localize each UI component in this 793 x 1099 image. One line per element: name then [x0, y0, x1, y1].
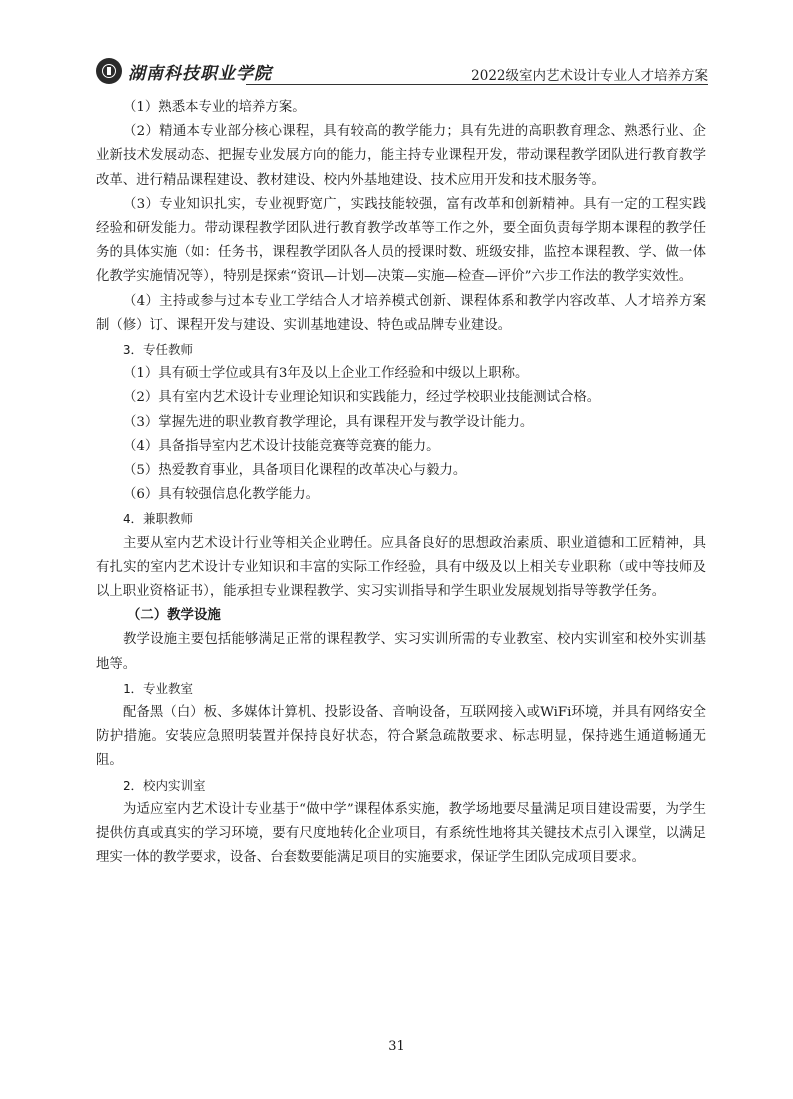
paragraph: （4）具备指导室内艺术设计技能竞赛等竞赛的能力。	[123, 438, 440, 454]
header-rule	[246, 84, 708, 85]
paragraph: （6）具有较强信息化教学能力。	[123, 487, 319, 503]
school-name: 湖南科技职业学院	[128, 63, 272, 84]
paragraph: （1）熟悉本专业的培养方案。	[123, 100, 306, 115]
school-logo	[96, 58, 272, 84]
school-seal-icon	[96, 58, 122, 84]
paragraph: （3）专业知识扎实，专业视野宽广，实践技能较强，富有改革和创新精神。具有一定的工程实践经验和研发能力。带动课程教学团队进行教育教学改革等工作之外，要全面负责每学期本课程的教学任务的具体实施（如：任务书，课程教学团队各人员的授课时数、班级安排，监控本课程教、学、做一体化教学实施情况等），特别是探索“资讯—计划—决策—实施—检查—评价”六步工作法的教学实效性。	[96, 196, 706, 285]
paragraph: （1）具有硕士学位或具有3年及以上企业工作经验和中级以上职称。	[123, 366, 529, 382]
subsection-heading: 3．专任教师	[123, 342, 194, 358]
paragraph: （2）具有室内艺术设计专业理论知识和实践能力，经过学校职业技能测试合格。	[123, 390, 601, 406]
subsection-heading: 2．校内实训室	[123, 777, 206, 793]
paragraph: （5）热爱教育事业，具备项目化课程的改革决心与毅力。	[123, 463, 467, 479]
subsection-heading: 1．专业教室	[123, 680, 194, 696]
subsection-heading: 4．兼职教师	[123, 511, 194, 527]
page-number: 31	[388, 1039, 405, 1054]
paragraph: 主要从室内艺术设计行业等相关企业聘任。应具备良好的思想政治素质、职业道德和工匠精神，具有扎实的室内艺术设计专业知识和丰富的实际工作经验，具有中级及以上相关专业职称（或中等技师及以上职业资格证书），能承担专业课程教学、实习实训指导和学生职业发展规划指导等教学任务。	[96, 535, 706, 600]
paragraph: 配备黑（白）板、多媒体计算机、投影设备、音响设备，互联网接入或WiFi环境，并具有网络安全防护措施。安装应急照明装置并保持良好状态，符合紧急疏散要求、标志明显，保持逃生通道畅通无阻。	[96, 705, 706, 769]
paragraph: （3）掌握先进的职业教育教学理论，具有课程开发与教学设计能力。	[123, 414, 534, 430]
page-body	[96, 96, 706, 871]
paragraph: 为适应室内艺术设计专业基于“做中学”课程体系实施，教学场地要尽量满足项目建设需要，为学生提供仿真或真实的学习环境，要有尺度地转化企业项目，有系统性地将其关键技术点引入课堂，以满足理实一体的教学要求，设备、台套数要能满足项目的实施要求，保证学生团队完成项目要求。	[96, 801, 706, 866]
document-title: 2022级室内艺术设计专业人才培养方案	[471, 68, 708, 84]
section-heading: （二）教学设施	[127, 608, 221, 624]
paragraph: （4）主持或参与过本专业工学结合人才培养模式创新、课程体系和教学内容改革、人才培养方案制（修）订、课程开发与建设、实训基地建设、特色或品牌专业建设。	[96, 293, 706, 333]
paragraph: 教学设施主要包括能够满足正常的课程教学、实习实训所需的专业教室、校内实训室和校外实训基地等。	[96, 632, 706, 672]
paragraph: （2）精通本专业部分核心课程，具有较高的教学能力；具有先进的高职教育理念、熟悉行业、企业新技术发展动态、把握专业发展方向的能力，能主持专业课程开发，带动课程教学团队进行教育教学改革、进行精品课程建设、教材建设、校内外基地建设、技术应用开发和技术服务等。	[96, 124, 706, 188]
page-header	[96, 58, 708, 88]
